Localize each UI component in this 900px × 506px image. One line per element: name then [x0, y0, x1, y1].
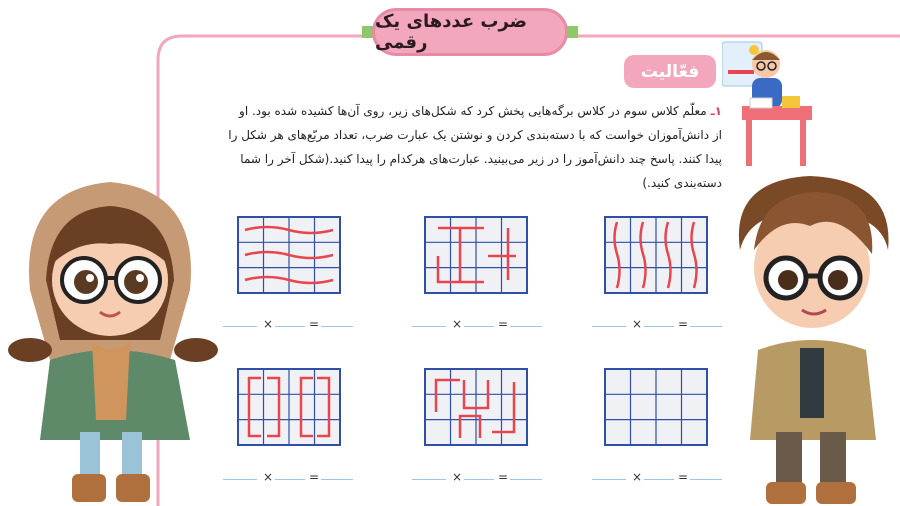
problem-number: ۱ـ	[710, 104, 722, 118]
equals-sign: =	[309, 317, 320, 331]
girl-character-illustration	[0, 170, 225, 506]
problem-text: معلّم کلاس سوم در کلاس برگه‌هایی پخش کرد که شکل‌های زیر، روی آن‌ها کشیده شده بود. او از دانش‌آموزان خواست که با دسته‌بندی کردن و نوشتن یک عبارت ضرب، تعداد مربّع‌های هر شکل را پیدا کنند. پاسخ چند دانش‌آموز را در زیر می‌بینید. عبارت‌های هرکدام را پیدا کنید.(شکل آخر را شما دسته‌بندی کنید.)	[228, 104, 722, 190]
times-sign: ×	[263, 317, 274, 331]
answer-line-2[interactable]	[412, 317, 542, 334]
grid-5	[424, 368, 528, 446]
times-sign: ×	[452, 317, 463, 331]
answer-line-4[interactable]	[223, 470, 353, 487]
times-sign: ×	[263, 470, 274, 484]
answer-line-6[interactable]	[592, 470, 722, 487]
grid-6	[604, 368, 708, 446]
activity-badge: فعّالیت	[624, 55, 716, 88]
equals-sign: =	[309, 470, 320, 484]
times-sign: ×	[632, 470, 643, 484]
equals-sign: =	[498, 317, 509, 331]
times-sign: ×	[452, 470, 463, 484]
answer-line-3[interactable]	[592, 317, 722, 334]
answer-line-1[interactable]	[223, 317, 353, 334]
grid-3	[604, 216, 708, 294]
answer-line-5[interactable]	[412, 470, 542, 487]
chapter-title: ضرب عددهای یک رقمی	[372, 8, 568, 56]
grid-1	[237, 216, 341, 294]
equals-sign: =	[678, 470, 689, 484]
grid-2	[424, 216, 528, 294]
equals-sign: =	[498, 470, 509, 484]
problem-statement	[228, 99, 722, 195]
student-desk-illustration	[722, 40, 812, 170]
times-sign: ×	[632, 317, 643, 331]
boy-character-illustration	[720, 170, 900, 506]
grid-4	[237, 368, 341, 446]
equals-sign: =	[678, 317, 689, 331]
